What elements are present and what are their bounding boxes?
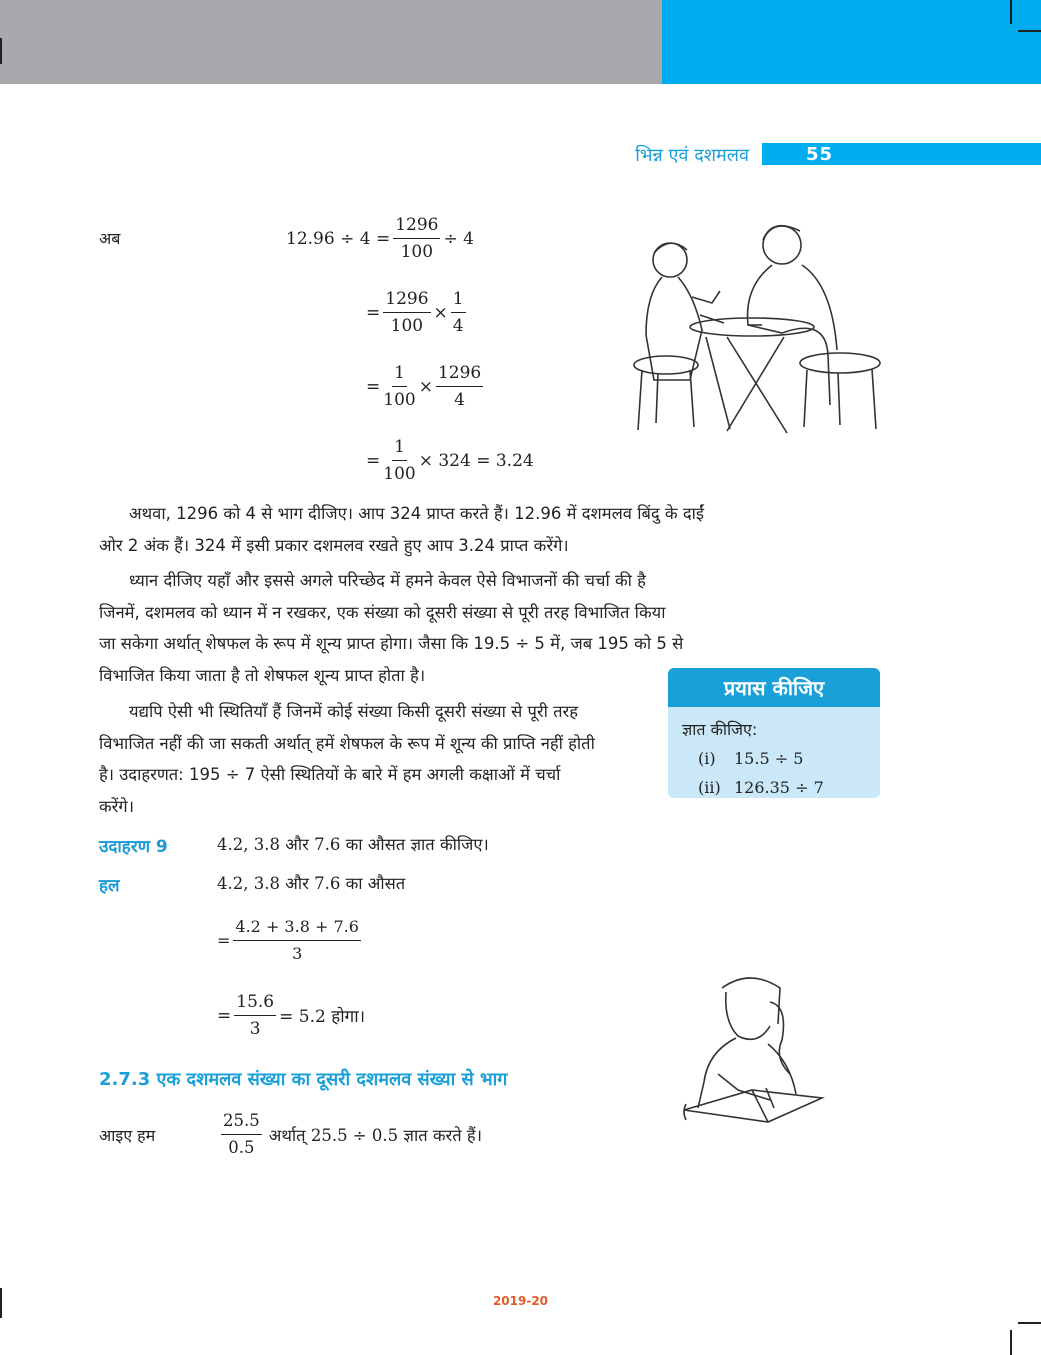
section-heading: 2.7.3 एक दशमलव संख्या का दूसरी दशमलव संख्या से भाग [99,1069,508,1090]
fraction: $\frac{1296}{4}$ [437,363,482,410]
example-text: 4.2, 3.8 और 7.6 का औसत ज्ञात कीजिए। [217,835,489,854]
fraction: $\frac{25.5}{0.5}$ [223,1111,260,1157]
chapter-title: भिन्न एवं दशमलव [635,145,749,166]
fraction: $\frac{1296}{100}$ [395,215,439,262]
calc-line-1: 12.96 ÷ 4 = $\frac{1296}{100}$ ÷ 4 [286,215,474,262]
top-bar-gray [0,0,662,84]
fraction: $\frac{15.6}{3}$ [236,992,275,1039]
calc-line-2: = $\frac{1296}{100}$ × $\frac{1}{4}$ [366,289,464,336]
last-line-expression: $\frac{25.5}{0.5}$ अर्थात् 25.5 ÷ 0.5 ज्ञात करते हैं। [223,1111,482,1157]
last-line-label: आइए हम [99,1126,156,1145]
calc-label: अब [99,229,121,248]
footer-year: 2019-20 [492,1294,549,1308]
fraction: $\frac{1}{4}$ [452,289,464,336]
calc-line-3: = $\frac{1}{100}$ × $\frac{1296}{4}$ [366,363,482,410]
crop-mark [1010,1330,1012,1355]
calc-line-4: = $\frac{1}{100}$ × 324 = 3.24 [366,437,534,484]
solution-text: 4.2, 3.8 और 7.6 का औसत [217,874,406,893]
crop-mark [1018,30,1041,32]
top-bar-blue [662,0,1041,84]
list-item: (ii) 126.35 ÷ 7 [698,778,824,797]
solution-step-1: = $\frac{4.2 + 3.8 + 7.6}{3}$ [217,917,359,963]
students-at-table-illustration [632,205,882,440]
paragraph-2: ध्यान दीजिए यहाँ और इससे अगले परिच्छेद में हमने केवल ऐसे विभाजनों की चर्चा की है जिनमें, दशमलव को ध्यान में न रखकर, एक संख्या को दूसरी संख्या से पूरी तरह विभाजित किया जा सकेगा अर्थात् शेषफल के रूप में शून्य प्राप्त होगा। जैसा कि 19.5 ÷ 5 में, जब 195 को 5 से विभाजित किया जाता है तो शेषफल शून्य प्राप्त होता है। [99,571,684,685]
try-these-box [668,668,880,798]
header-band [762,143,1041,165]
fraction: $\frac{1}{100}$ [383,363,416,410]
girl-writing-illustration [678,962,828,1134]
list-item: (i) 15.5 ÷ 5 [698,749,804,768]
fraction: $\frac{1}{100}$ [383,437,416,484]
try-box-prompt: ज्ञात कीजिए: [682,720,758,739]
try-box-title: प्रयास कीजिए [668,668,880,707]
fraction: $\frac{4.2 + 3.8 + 7.6}{3}$ [235,917,359,963]
crop-mark [1010,0,1012,24]
page-number: 55 [806,144,834,165]
paragraph-3: यद्यपि ऐसी भी स्थितियाँ हैं जिनमें कोई संख्या किसी दूसरी संख्या से पूरी तरह विभाजित नहीं की जा सकती अर्थात् हमें शेषफल के रूप में शून्य की प्राप्ति नहीं होती है। उदाहरणत: 195 ÷ 7 ऐसी स्थितियों के बारे में हम अगली कक्षाओं में चर्चा करेंगे। [99,702,595,816]
calc-lhs: 12.96 ÷ 4 = [286,228,391,249]
crop-mark [1018,1322,1041,1324]
fraction: $\frac{1296}{100}$ [385,289,429,336]
crop-mark [0,38,2,64]
try-box-body [668,707,880,798]
solution-label: हल [99,876,120,896]
solution-step-2: = $\frac{15.6}{3}$ = 5.2 होगा। [217,992,366,1039]
paragraph-1: अथवा, 1296 को 4 से भाग दीजिए। आप 324 प्राप्त करते हैं। 12.96 में दशमलव बिंदु के दाईं ओर 2 अंक हैं। 324 में इसी प्रकार दशमलव रखते हुए आप 3.24 प्राप्त करेंगे। [99,504,704,555]
example-label: उदाहरण 9 [99,837,168,857]
